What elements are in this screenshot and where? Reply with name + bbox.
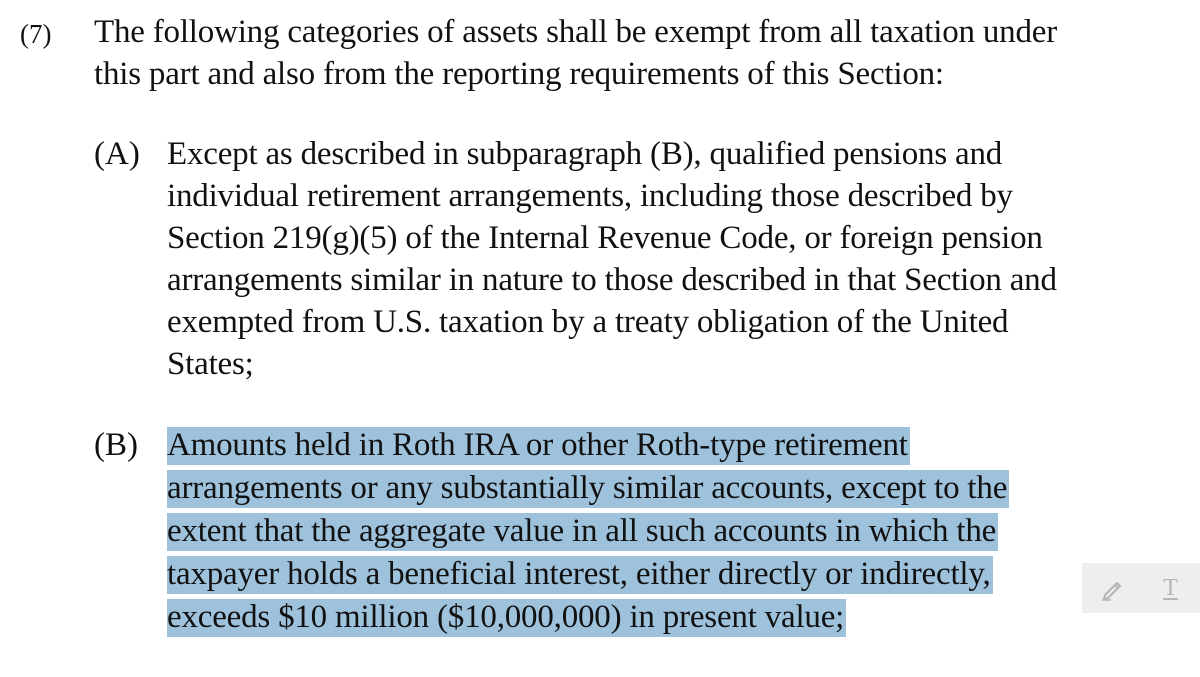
subparagraph-a-line-5[interactable]: exempted from U.S. taxation by a treaty obligation of the United <box>167 304 1009 340</box>
subparagraph-a-line-4[interactable]: arrangements similar in nature to those described in that Section and <box>167 262 1057 298</box>
paragraph-7-line-2[interactable]: this part and also from the reporting requirements of this Section: <box>94 56 944 92</box>
selected-text[interactable]: taxpayer holds a beneficial interest, either directly or indirectly, <box>167 556 991 592</box>
subparagraph-label-b: (B) <box>94 427 138 463</box>
selected-text[interactable]: exceeds $10 million ($10,000,000) in present value; <box>167 599 845 635</box>
highlight-button[interactable] <box>1092 568 1132 608</box>
subparagraph-a-line-1[interactable]: Except as described in subparagraph (B), qualified pensions and <box>167 136 1003 172</box>
paragraph-number-7: (7) <box>20 19 52 49</box>
selection-toolbar <box>1082 563 1200 613</box>
subparagraph-label-a: (A) <box>94 136 140 172</box>
text-cursor-icon: T <box>1163 574 1178 601</box>
subparagraph-b-line-3[interactable] <box>167 510 998 552</box>
selected-text[interactable]: arrangements or any substantially similar accounts, except to the <box>167 470 1008 506</box>
highlighter-pen-icon <box>1099 575 1125 601</box>
subparagraph-b-line-2[interactable] <box>167 467 1009 509</box>
subparagraph-a-line-6[interactable]: States; <box>167 346 254 382</box>
subparagraph-b-line-5[interactable] <box>167 596 846 638</box>
selected-text[interactable]: Amounts held in Roth IRA or other Roth-type retirement <box>167 427 908 463</box>
text-button[interactable] <box>1151 568 1191 608</box>
subparagraph-a-line-3[interactable]: Section 219(g)(5) of the Internal Revenue Code, or foreign pension <box>167 220 1043 256</box>
subparagraph-b-line-1[interactable] <box>167 424 910 466</box>
selected-text[interactable]: extent that the aggregate value in all such accounts in which the <box>167 513 997 549</box>
paragraph-7-line-1[interactable]: The following categories of assets shall be exempt from all taxation under <box>94 14 1057 50</box>
subparagraph-b-line-4[interactable] <box>167 553 993 595</box>
subparagraph-a-line-2[interactable]: individual retirement arrangements, including those described by <box>167 178 1013 214</box>
